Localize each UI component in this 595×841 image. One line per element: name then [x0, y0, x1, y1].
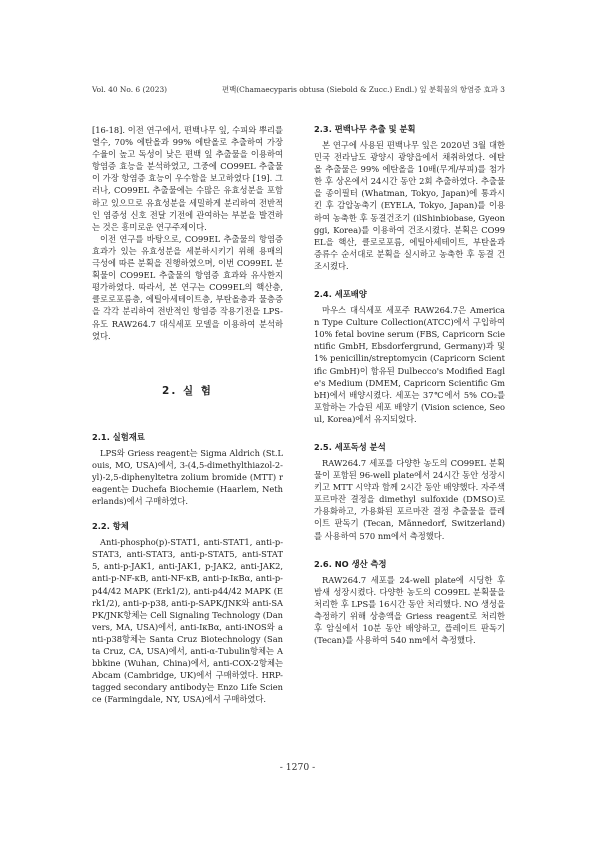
- subsection-title-materials: 2.1. 실험재료: [92, 431, 145, 442]
- journal-volume: Vol. 40 No. 6 (2023): [92, 85, 168, 94]
- right-column: [314, 124, 505, 646]
- materials-paragraph: LPS와 Griess reagent는 Sigma Aldrich (St.Louis, MO, USA)에서, 3-(4,5-dimethylthiazol-2-yl)-2,5-diphenyltetra zolium bromide (MTT) reagent는 Duchefa Biochemie (Haarlem, Netherlands)에서 구매하였다.: [92, 447, 283, 507]
- extraction-paragraph: 본 연구에 사용된 편백나무 잎은 2020년 3월 대한민국 전라남도 광양시 광양읍에서 채취하였다. 에탄올 추출물은 99% 에탄올을 10배(무게/부피)를 첨가한 후 상온에서 24시간 동안 2회 추출하였다. 추출물을 종이필터 (Whatman, Tokyo, Japan)에 통과시킨 후 감압농축기 (EYELA, Tokyo, Japan)를 이용하여 농축한 후 동결건조기 (ilShinbiobase, Gyeonggi, Korea)를 이용하여 건조시켰다. 분획은 CO99EL을 핵산, 클로로포름, 에틸아세테이트, 부탄올과 증류수 순서대로 분획을 실시하고 농축한 후 동결 건조시켰다.: [314, 140, 505, 271]
- subsection-title-no-production: 2.6. NO 생산 측정: [314, 558, 387, 569]
- subsection-title-extraction: 2.3. 편백나무 추출 및 분획: [314, 124, 416, 134]
- running-header: [92, 84, 505, 96]
- cytotoxicity-paragraph: RAW264.7 세포를 다양한 농도의 CO99EL 분획물이 포함된 96-well plate에서 24시간 동안 성장시키고 MTT 시약과 함께 2시간 동안 배양했다. 자주색 포르마잔 결정을 dimethyl sulfoxide (DMSO)로 가용화하고, 가용화된 포르마잔 결정 추출물을 플레이트 판독기 (Tecan, Männedorf, Switzerland)를 사용하여 570 nm에서 측정했다.: [314, 457, 505, 541]
- intro-paragraph-1: [16-18]. 이전 연구에서, 편백나무 잎, 수피와 뿌리를 열수, 70% 에탄올과 99% 에탄올로 추출하여 가장 수율이 높고 독성이 낮은 편백 잎 추출물을 이용하여 항염증 효능을 분석하였고, 그중에 CO99EL 추출물이 가장 항염증 효능이 우수함을 보고하였다 [19]. 그러나, CO99EL 추출물에는 수많은 유효성분을 포함하고 있으므로 유효성분을 세밀하게 분리하여 전반적인 염증성 신호 전달 기전에 관여하는 부분을 발견하는 것은 흥미로운 연구주제이다.: [92, 125, 283, 232]
- cell-culture-paragraph: 마우스 대식세포 세포주 RAW264.7은 American Type Culture Collection(ATCC)에서 구입하여 10% fetal bovine serum (FBS, Capricorn Scientific GmbH, Ebsdorfergrund, Germany)과 및 1% penicillin/streptomycin (Capricorn Scientific GmbH)이 함유된 Dulbecco's Modified Eagle's Medium (DMEM, Capricorn Scientific GmbH)에서 배양시켰다. 세포는 37℃에서 5% CO₂를 포함하는 가습된 세포 배양기 (Vision science, Seoul, Korea)에서 유지되었다.: [314, 305, 505, 424]
- no-production-paragraph: RAW264.7 세포를 24-well plate에 시딩한 후 밤새 성장시켰다. 다양한 농도의 CO99EL 분획물을 처리한 후 LPS를 16시간 동안 처리했다. NO 생성을 측정하기 위해 상층액을 Griess reagent로 처리한 후 암실에서 10분 동안 배양하고, 플레이트 판독기 (Tecan)를 사용하여 540 nm에서 측정했다.: [314, 574, 505, 646]
- subsection-title-antibodies: 2.2. 항체: [92, 521, 129, 532]
- subsection-title-cytotoxicity: 2.5. 세포독성 분석: [314, 441, 386, 452]
- running-title: 편백(Chamaecyparis obtusa (Siebold & Zucc.) Endl.) 잎 분획물의 항염증 효과 3: [221, 85, 505, 94]
- intro-paragraph-2: 이전 연구를 바탕으로, CO99EL 추출물의 항염증 효과가 있는 유효성분을 세분하시키기 위해 용매의 극성에 따른 분획을 진행하였으며, 이번 CO99EL 분획물이 CO99EL 추출물의 항염증 효과와 유사한지 평가하였다. 따라서, 본 연구는 CO99EL의 핵산층, 클로로포름층, 에틸아세테이트층, 부탄올층과 물층증을 각각 분리하여 전반적인 항염증 작용기전을 LPS-유도 RAW264.7 대식세포 모델을 이용하여 분석하였다.: [92, 233, 283, 341]
- section-title-methods: 2. 실 험: [162, 384, 213, 397]
- antibodies-paragraph: Anti-phospho(p)-STAT1, anti-STAT1, anti-p-STAT3, anti-STAT3, anti-p-STAT5, anti-STAT5, anti-p-JAK1, anti-JAK1, p-JAK2, anti-JAK2, anti-p-NF-κB, anti-NF-κB, anti-p-IκBα, anti-p-p44/42 MAPK (Erk1/2), anti-p44/42 MAPK (Erk1/2), anti-p-p38, anti-p-SAPK/JNK와 anti-SAPK/JNK항체는 Cell Signaling Technology (Danvers, MA, USA)에서, anti-IκBα, anti-iNOS와 anti-p38항체는 Santa Cruz Biotechnology (Santa Cruz, CA, USA)에서, anti-α-Tubulin항체는 Abbkine (Wuhan, China)에서, anti-COX-2항체는 Abcam (Cambridge, UK)에서 구매하였다. HRP-tagged secondary antibody는 Enzo Life Science (Farmingdale, NY, USA)에서 구매하였다.: [92, 537, 283, 705]
- page-number: - 1270 -: [279, 762, 316, 773]
- left-column: [92, 124, 283, 705]
- subsection-title-cell-culture: 2.4. 세포배양: [314, 289, 367, 300]
